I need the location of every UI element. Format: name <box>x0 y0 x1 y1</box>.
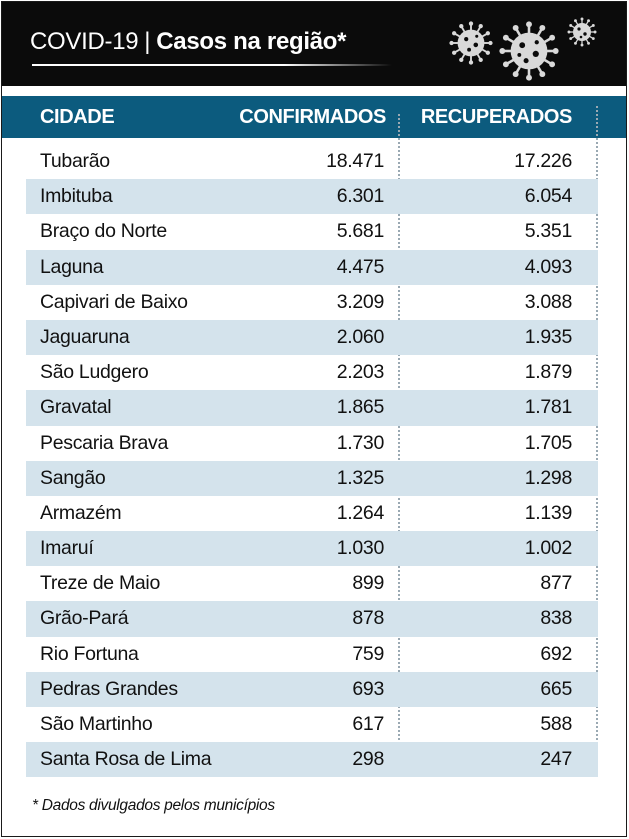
cell-city: Rio Fortuna <box>40 642 139 665</box>
cell-city: Laguna <box>40 255 104 278</box>
cell-city: Pedras Grandes <box>40 677 178 700</box>
cell-confirmed: 759 <box>352 642 384 665</box>
cell-confirmed: 1.325 <box>336 466 384 489</box>
table-row <box>26 566 598 601</box>
title-prefix: COVID-19 <box>30 28 139 55</box>
cell-confirmed: 899 <box>352 572 384 595</box>
cell-recovered: 4.093 <box>524 255 572 278</box>
cell-confirmed: 3.209 <box>336 290 384 313</box>
cell-recovered: 5.351 <box>524 220 572 243</box>
table-row <box>26 742 598 777</box>
table-row <box>26 390 598 425</box>
cell-recovered: 1.935 <box>524 325 572 348</box>
cell-confirmed: 878 <box>352 607 384 630</box>
table-row <box>26 426 598 461</box>
cell-recovered: 1.298 <box>524 466 572 489</box>
table-header-band <box>2 96 626 138</box>
cell-confirmed: 617 <box>352 713 384 735</box>
column-header-confirmed: CONFIRMADOS <box>239 106 386 128</box>
column-header-recovered: RECUPERADOS <box>420 106 572 128</box>
cell-recovered: 1.705 <box>524 431 572 454</box>
cell-city: Santa Rosa de Lima <box>40 748 212 771</box>
cell-recovered: 17.226 <box>514 150 572 172</box>
virus-icon <box>448 20 494 66</box>
cell-recovered: 1.002 <box>524 537 572 560</box>
cell-confirmed: 298 <box>352 748 384 771</box>
cell-confirmed: 4.475 <box>336 255 384 278</box>
cell-recovered: 838 <box>540 607 572 630</box>
cell-city: São Ludgero <box>40 361 149 384</box>
title-main: Casos na região* <box>156 28 347 55</box>
table-row <box>26 285 598 320</box>
title-underline <box>32 64 392 66</box>
table-body <box>26 144 598 777</box>
cell-confirmed: 2.060 <box>336 325 384 348</box>
footnote: * Dados divulgados pelos municípios <box>32 797 275 814</box>
table-row <box>26 250 598 285</box>
cell-city: Gravatal <box>40 396 112 419</box>
title-separator: | <box>144 28 151 55</box>
cell-city: Imaruí <box>40 537 94 560</box>
cell-city: Treze de Maio <box>40 572 161 595</box>
cell-recovered: 588 <box>540 713 572 735</box>
cell-city: Tubarão <box>40 150 110 172</box>
cell-confirmed: 1.730 <box>336 431 384 454</box>
table-row <box>26 144 598 179</box>
cell-recovered: 877 <box>540 572 572 595</box>
cell-city: Pescaria Brava <box>40 431 169 454</box>
table-row <box>26 707 598 742</box>
cell-confirmed: 18.471 <box>326 150 384 172</box>
cell-confirmed: 1.264 <box>336 501 384 524</box>
table-row <box>26 179 598 214</box>
cell-confirmed: 1.865 <box>336 396 384 419</box>
cell-recovered: 665 <box>540 677 572 700</box>
cell-recovered: 1.781 <box>524 396 572 419</box>
cell-recovered: 1.879 <box>524 361 572 384</box>
infographic-card <box>1 1 627 837</box>
page-title <box>30 28 346 56</box>
table-row <box>26 637 598 672</box>
table-row <box>26 601 598 636</box>
cell-city: São Martinho <box>40 713 153 735</box>
table-row <box>26 461 598 496</box>
cell-city: Sangão <box>40 466 106 489</box>
cell-city: Grão-Pará <box>40 607 129 630</box>
virus-icon <box>498 20 560 82</box>
cell-confirmed: 6.301 <box>336 185 384 208</box>
cell-recovered: 1.139 <box>524 501 572 524</box>
cell-recovered: 3.088 <box>524 290 572 313</box>
table-row <box>26 320 598 355</box>
cell-recovered: 6.054 <box>524 185 572 208</box>
column-header-city: CIDADE <box>40 106 115 128</box>
table-row <box>26 531 598 566</box>
cell-recovered: 692 <box>540 642 572 665</box>
cell-city: Braço do Norte <box>40 220 167 243</box>
table-row <box>26 672 598 707</box>
virus-icon <box>566 16 598 48</box>
cell-city: Imbituba <box>40 185 113 208</box>
table-row <box>26 214 598 249</box>
cell-confirmed: 5.681 <box>336 220 384 243</box>
cell-confirmed: 1.030 <box>336 537 384 560</box>
cell-city: Armazém <box>40 501 122 524</box>
cell-confirmed: 693 <box>352 677 384 700</box>
table-row <box>26 496 598 531</box>
table-row <box>26 355 598 390</box>
header-bar <box>2 2 626 86</box>
cell-recovered: 247 <box>540 748 572 771</box>
cell-city: Jaguaruna <box>40 325 130 348</box>
cell-city: Capivari de Baixo <box>40 290 188 313</box>
cell-confirmed: 2.203 <box>336 361 384 384</box>
